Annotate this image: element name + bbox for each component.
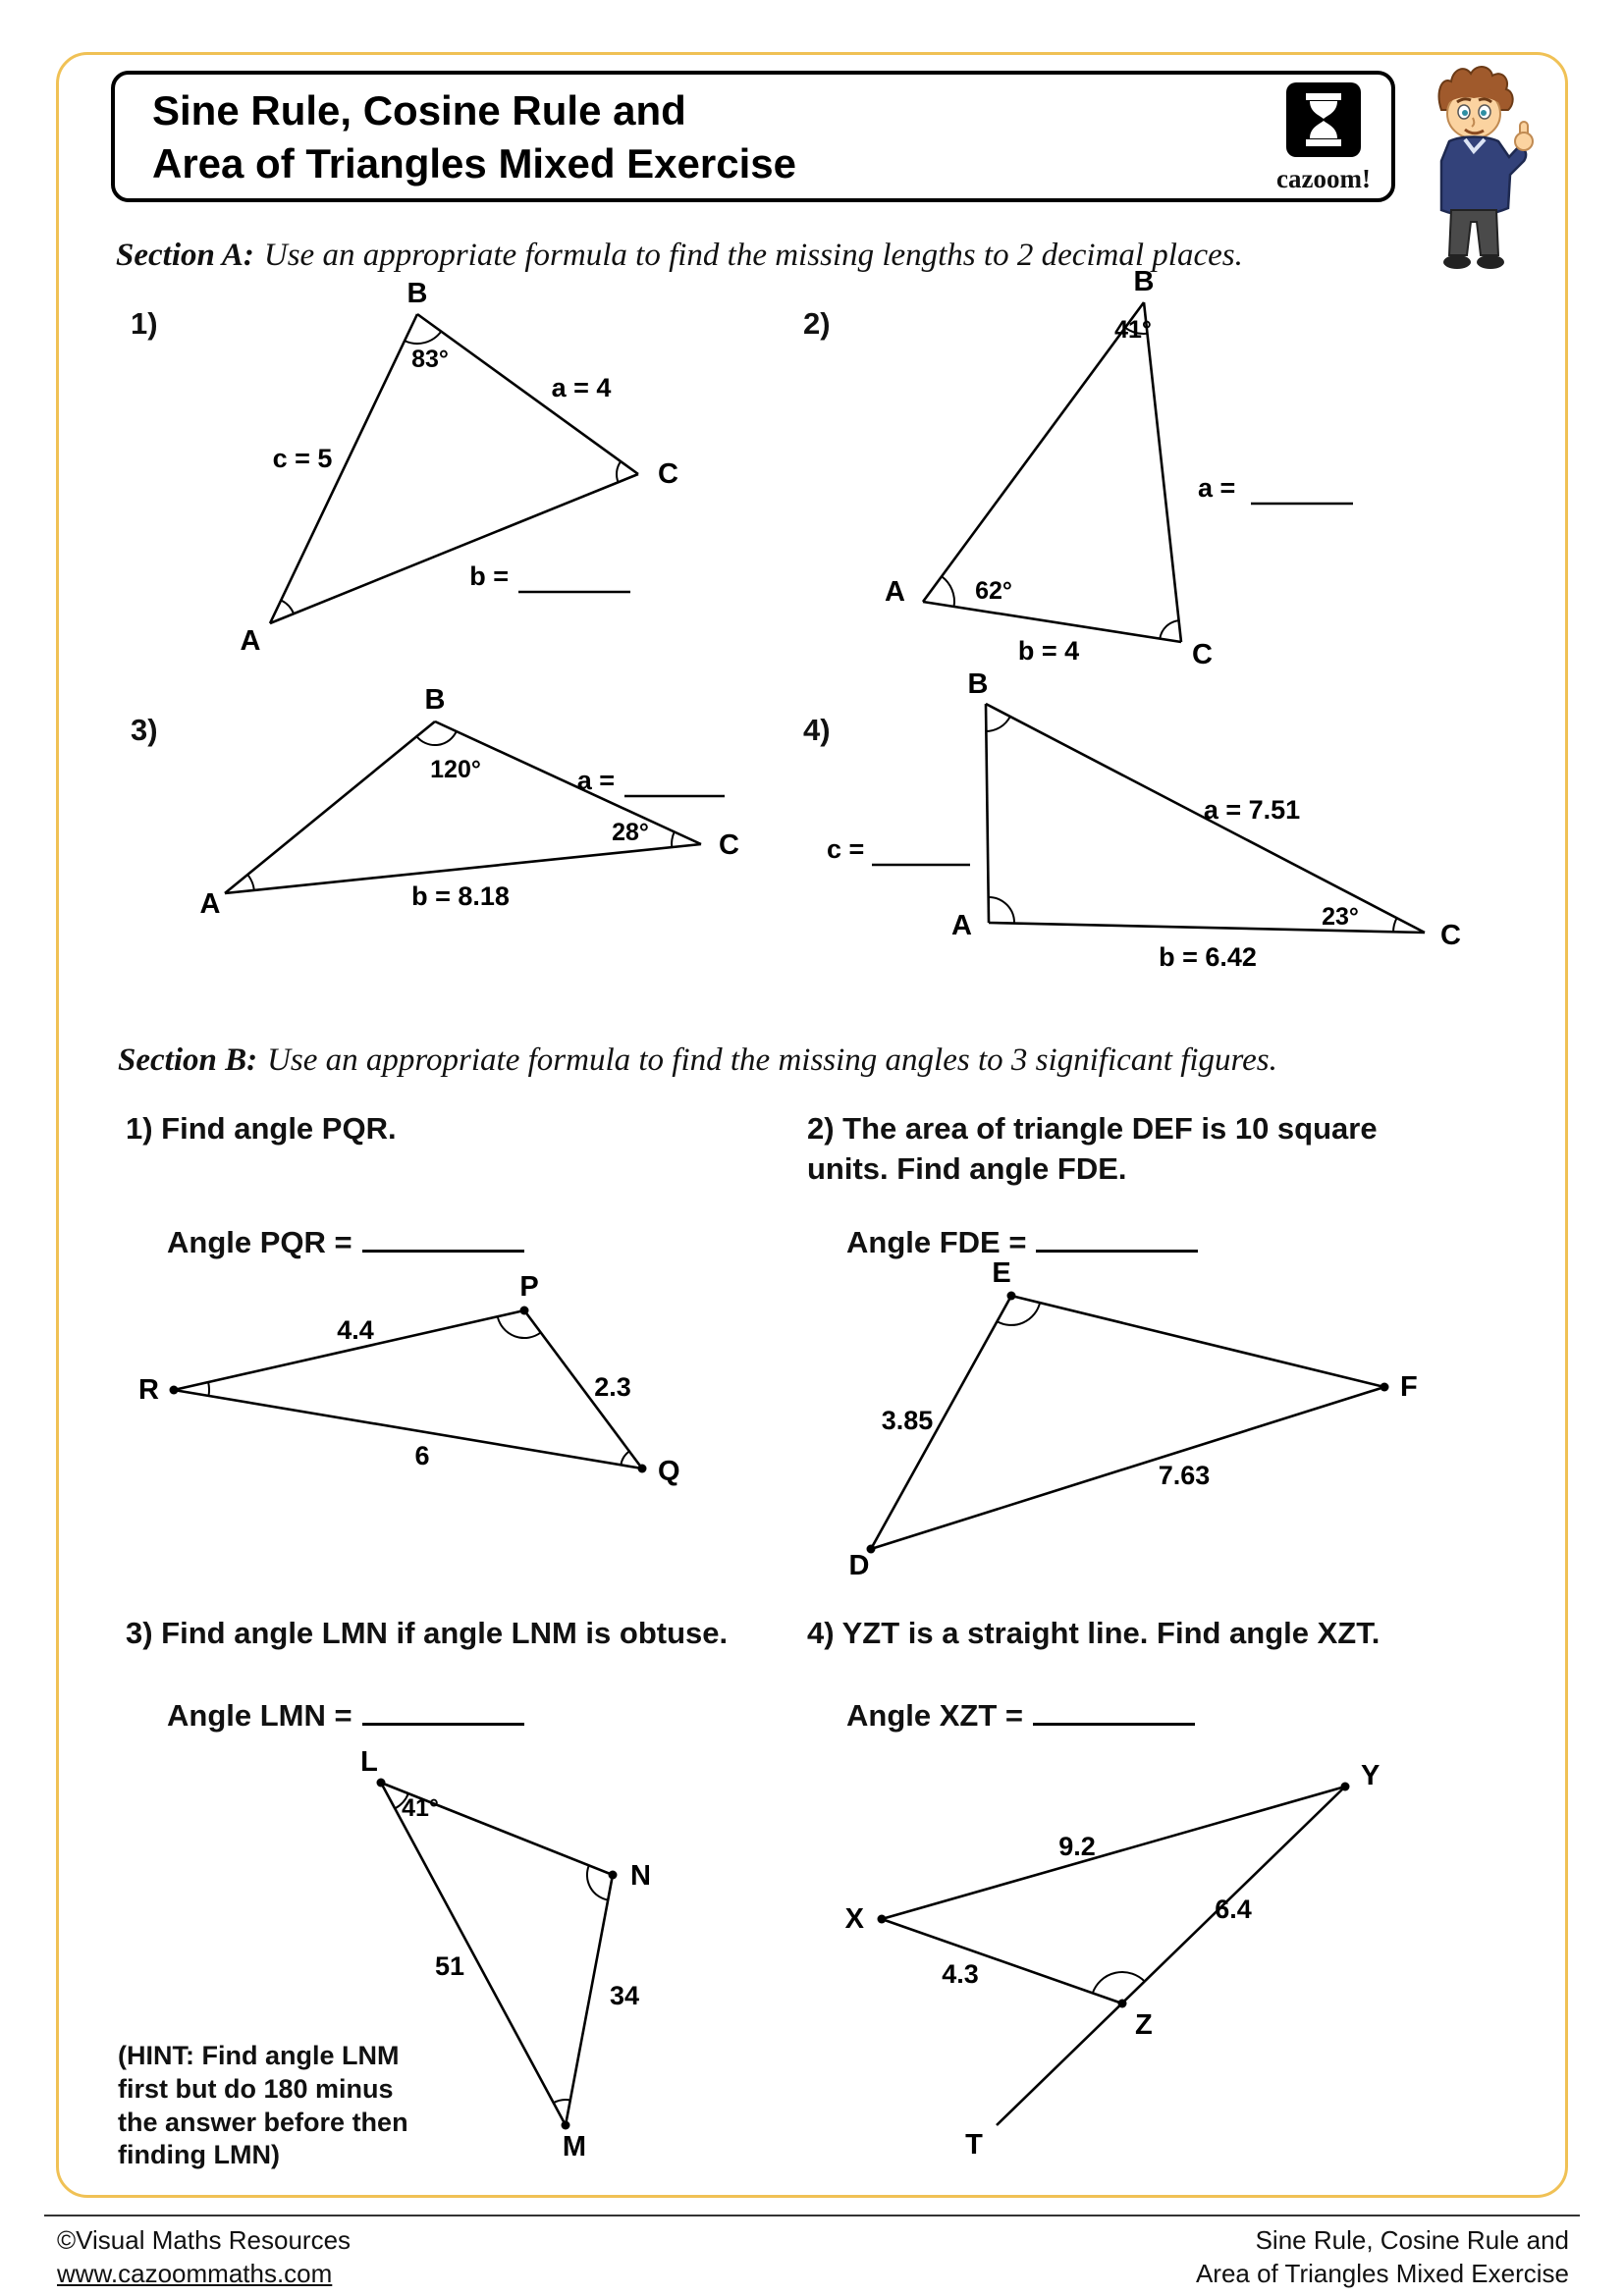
problem-b2-answer xyxy=(846,1225,1198,1260)
vertex-A: A xyxy=(240,625,261,657)
side-b-label: b = 8.18 xyxy=(411,881,510,911)
side-pq-label: 2.3 xyxy=(594,1372,631,1402)
side-b-label: b = 4 xyxy=(1017,636,1080,666)
cazoom-logo xyxy=(1265,82,1382,194)
vertex-C: C xyxy=(1440,920,1461,951)
problem-b3-title: 3) Find angle LMN if angle LNM is obtuse. xyxy=(126,1616,729,1650)
vertex-dot-P xyxy=(520,1307,529,1315)
problem-b1-title: 1) Find angle PQR. xyxy=(126,1111,397,1146)
problem-a2-number: 2) xyxy=(803,306,831,341)
vertex-C: C xyxy=(719,829,739,861)
vertex-B: B xyxy=(424,684,446,716)
side-rq-label: 6 xyxy=(414,1441,430,1470)
vertex-dot-M xyxy=(562,2121,570,2130)
angle-arc-B xyxy=(405,332,441,344)
copyright-text: ©Visual Maths Resources xyxy=(57,2225,352,2255)
angle-arc-C xyxy=(1160,620,1178,639)
section-b-instruction: Use an appropriate formula to find the missing angles to 3 significant figures. xyxy=(267,1042,1277,1078)
angle-a-label: 62° xyxy=(975,577,1012,605)
section-b-heading xyxy=(118,1042,1277,1079)
problem-b4-answer xyxy=(846,1698,1195,1734)
footer-doc-line2: Area of Triangles Mixed Exercise xyxy=(1195,2258,1569,2288)
side-a-label: a = xyxy=(576,766,615,795)
section-a-label: Section A: xyxy=(116,238,254,273)
angle-arc-B xyxy=(416,731,456,745)
angle-b-label: 41° xyxy=(1114,316,1152,344)
angle-arc-C xyxy=(672,831,675,847)
side-de-label: 3.85 xyxy=(881,1406,934,1435)
vertex-dot-L xyxy=(377,1779,386,1788)
angle-arc-A xyxy=(989,897,1014,924)
vertex-B: B xyxy=(967,668,989,700)
answer-label: Angle PQR = xyxy=(167,1225,352,1259)
angle-c-label: 28° xyxy=(612,819,649,846)
side-c xyxy=(923,302,1144,602)
answer-label: Angle FDE = xyxy=(846,1225,1027,1259)
problem-b4-title: 4) YZT is a straight line. Find angle XZT. xyxy=(807,1616,1380,1650)
side-a xyxy=(1144,302,1181,642)
hint-line4: finding LMN) xyxy=(118,2140,280,2170)
triangle-b2-figure xyxy=(844,1256,1434,1580)
page-title-line2: Area of Triangles Mixed Exercise xyxy=(152,139,796,187)
vertex-dot-Z xyxy=(1118,2000,1127,2008)
answer-blank xyxy=(362,1231,524,1253)
triangle-a4-figure xyxy=(815,668,1463,982)
answer-label: Angle LMN = xyxy=(167,1698,352,1733)
side-lm-label: 51 xyxy=(434,1951,465,1981)
side-c-label: c = 5 xyxy=(272,444,333,473)
angle-arc-A xyxy=(247,875,254,890)
side-xz-label: 4.3 xyxy=(942,1959,979,1989)
side-a-label: a = 7.51 xyxy=(1203,795,1301,825)
problem-b2-title-line2: units. Find angle FDE. xyxy=(807,1150,1127,1186)
side-ef xyxy=(1011,1296,1384,1387)
side-df-label: 7.63 xyxy=(1158,1461,1211,1490)
logo-text: cazoom! xyxy=(1276,164,1371,193)
angle-arc-A xyxy=(942,576,954,607)
side-lm xyxy=(381,1783,566,2125)
answer-blank xyxy=(362,1704,524,1726)
side-c xyxy=(986,704,989,923)
problem-b1-answer xyxy=(167,1225,524,1260)
vertex-F: F xyxy=(1400,1371,1418,1403)
answer-blank xyxy=(1033,1704,1195,1726)
vertex-L: L xyxy=(360,1746,378,1778)
vertex-dot-E xyxy=(1007,1292,1016,1301)
angle-l-label: 41° xyxy=(402,1794,439,1822)
footer-right xyxy=(1196,2224,1569,2291)
vertex-Q: Q xyxy=(658,1456,680,1487)
side-nm xyxy=(566,1875,613,2125)
vertex-N: N xyxy=(630,1860,651,1892)
footer-left xyxy=(57,2224,351,2291)
answer-label: Angle XZT = xyxy=(846,1698,1023,1733)
answer-blank xyxy=(1036,1231,1198,1253)
vertex-dot-F xyxy=(1380,1383,1389,1392)
vertex-X: X xyxy=(844,1903,864,1935)
vertex-dot-N xyxy=(609,1871,618,1880)
side-c-label: c = xyxy=(827,834,865,864)
vertex-A: A xyxy=(199,888,221,920)
angle-b-label: 83° xyxy=(411,346,449,373)
angle-arc-M xyxy=(554,2100,570,2103)
side-a-label: a = 4 xyxy=(551,373,612,402)
side-nm-label: 34 xyxy=(609,1981,640,2010)
vertex-dot-Q xyxy=(638,1465,647,1473)
vertex-E: E xyxy=(992,1257,1011,1289)
angle-arc-A xyxy=(281,601,294,614)
problem-a1-number: 1) xyxy=(131,306,158,341)
angle-arc-P xyxy=(498,1316,541,1338)
vertex-R: R xyxy=(138,1374,159,1406)
angle-arc-Q xyxy=(621,1451,629,1465)
vertex-A: A xyxy=(951,910,972,941)
website-link[interactable]: www.cazoommaths.com xyxy=(57,2258,333,2288)
vertex-dot-R xyxy=(170,1386,179,1395)
side-b-label: b = 6.42 xyxy=(1159,942,1257,972)
triangle-a1-figure xyxy=(128,278,717,677)
vertex-C: C xyxy=(658,458,678,490)
angle-arc-C xyxy=(617,461,621,482)
side-xy-label: 9.2 xyxy=(1058,1832,1096,1861)
vertex-D: D xyxy=(848,1550,870,1581)
side-b xyxy=(989,923,1425,933)
section-a-heading xyxy=(116,238,1243,274)
problem-b2-title xyxy=(807,1109,1378,1190)
mascot-illustration xyxy=(1412,61,1540,289)
hint-line2: first but do 180 minus xyxy=(118,2073,394,2104)
angle-c-label: 23° xyxy=(1322,903,1359,931)
vertex-dot-Y xyxy=(1341,1783,1350,1791)
triangle-a3-figure xyxy=(147,684,776,942)
side-c xyxy=(225,721,435,893)
problem-b2-title-line1: 2) The area of triangle DEF is 10 square xyxy=(807,1111,1378,1146)
side-rq xyxy=(174,1390,642,1468)
vertex-Y: Y xyxy=(1361,1760,1380,1791)
vertex-C: C xyxy=(1192,639,1213,670)
side-b xyxy=(270,474,638,623)
page-title-line1: Sine Rule, Cosine Rule and xyxy=(152,87,686,133)
angle-arc-R xyxy=(208,1382,209,1396)
side-xz xyxy=(882,1919,1122,2003)
hint-text xyxy=(118,2040,408,2172)
hint-line1: (HINT: Find angle LNM xyxy=(118,2041,400,2070)
side-b-label: b = xyxy=(469,561,509,591)
hint-line3: the answer before then xyxy=(118,2107,408,2137)
header-box xyxy=(111,71,1395,202)
problem-a4-number: 4) xyxy=(803,713,831,747)
vertex-P: P xyxy=(519,1271,539,1303)
footer-divider xyxy=(44,2215,1580,2216)
footer-doc-line1: Sine Rule, Cosine Rule and xyxy=(1255,2225,1569,2255)
angle-b-label: 120° xyxy=(430,756,481,783)
triangle-b1-figure xyxy=(137,1266,707,1522)
angle-arc-E xyxy=(998,1303,1041,1325)
vertex-B: B xyxy=(406,278,428,309)
triangle-a2-figure xyxy=(815,266,1424,677)
angle-arc-B xyxy=(986,717,1009,731)
side-rp-label: 4.4 xyxy=(337,1315,374,1345)
vertex-dot-X xyxy=(878,1915,887,1924)
problem-a3-number: 3) xyxy=(131,713,158,747)
section-a-instruction: Use an appropriate formula to find the missing lengths to 2 decimal places. xyxy=(263,238,1243,273)
figure-b4 xyxy=(835,1757,1443,2179)
side-a-label: a = xyxy=(1198,473,1236,503)
vertex-M: M xyxy=(562,2131,587,2163)
page-title xyxy=(152,84,796,190)
hourglass-icon xyxy=(1286,82,1361,157)
section-b-label: Section B: xyxy=(118,1042,258,1078)
vertex-Z: Z xyxy=(1135,2009,1153,2041)
vertex-A: A xyxy=(885,576,905,608)
side-zy-label: 6.4 xyxy=(1215,1895,1252,1924)
vertex-T: T xyxy=(965,2129,983,2161)
angle-arc-C xyxy=(1393,918,1397,932)
vertex-B: B xyxy=(1133,266,1155,297)
problem-b3-answer xyxy=(167,1698,524,1734)
